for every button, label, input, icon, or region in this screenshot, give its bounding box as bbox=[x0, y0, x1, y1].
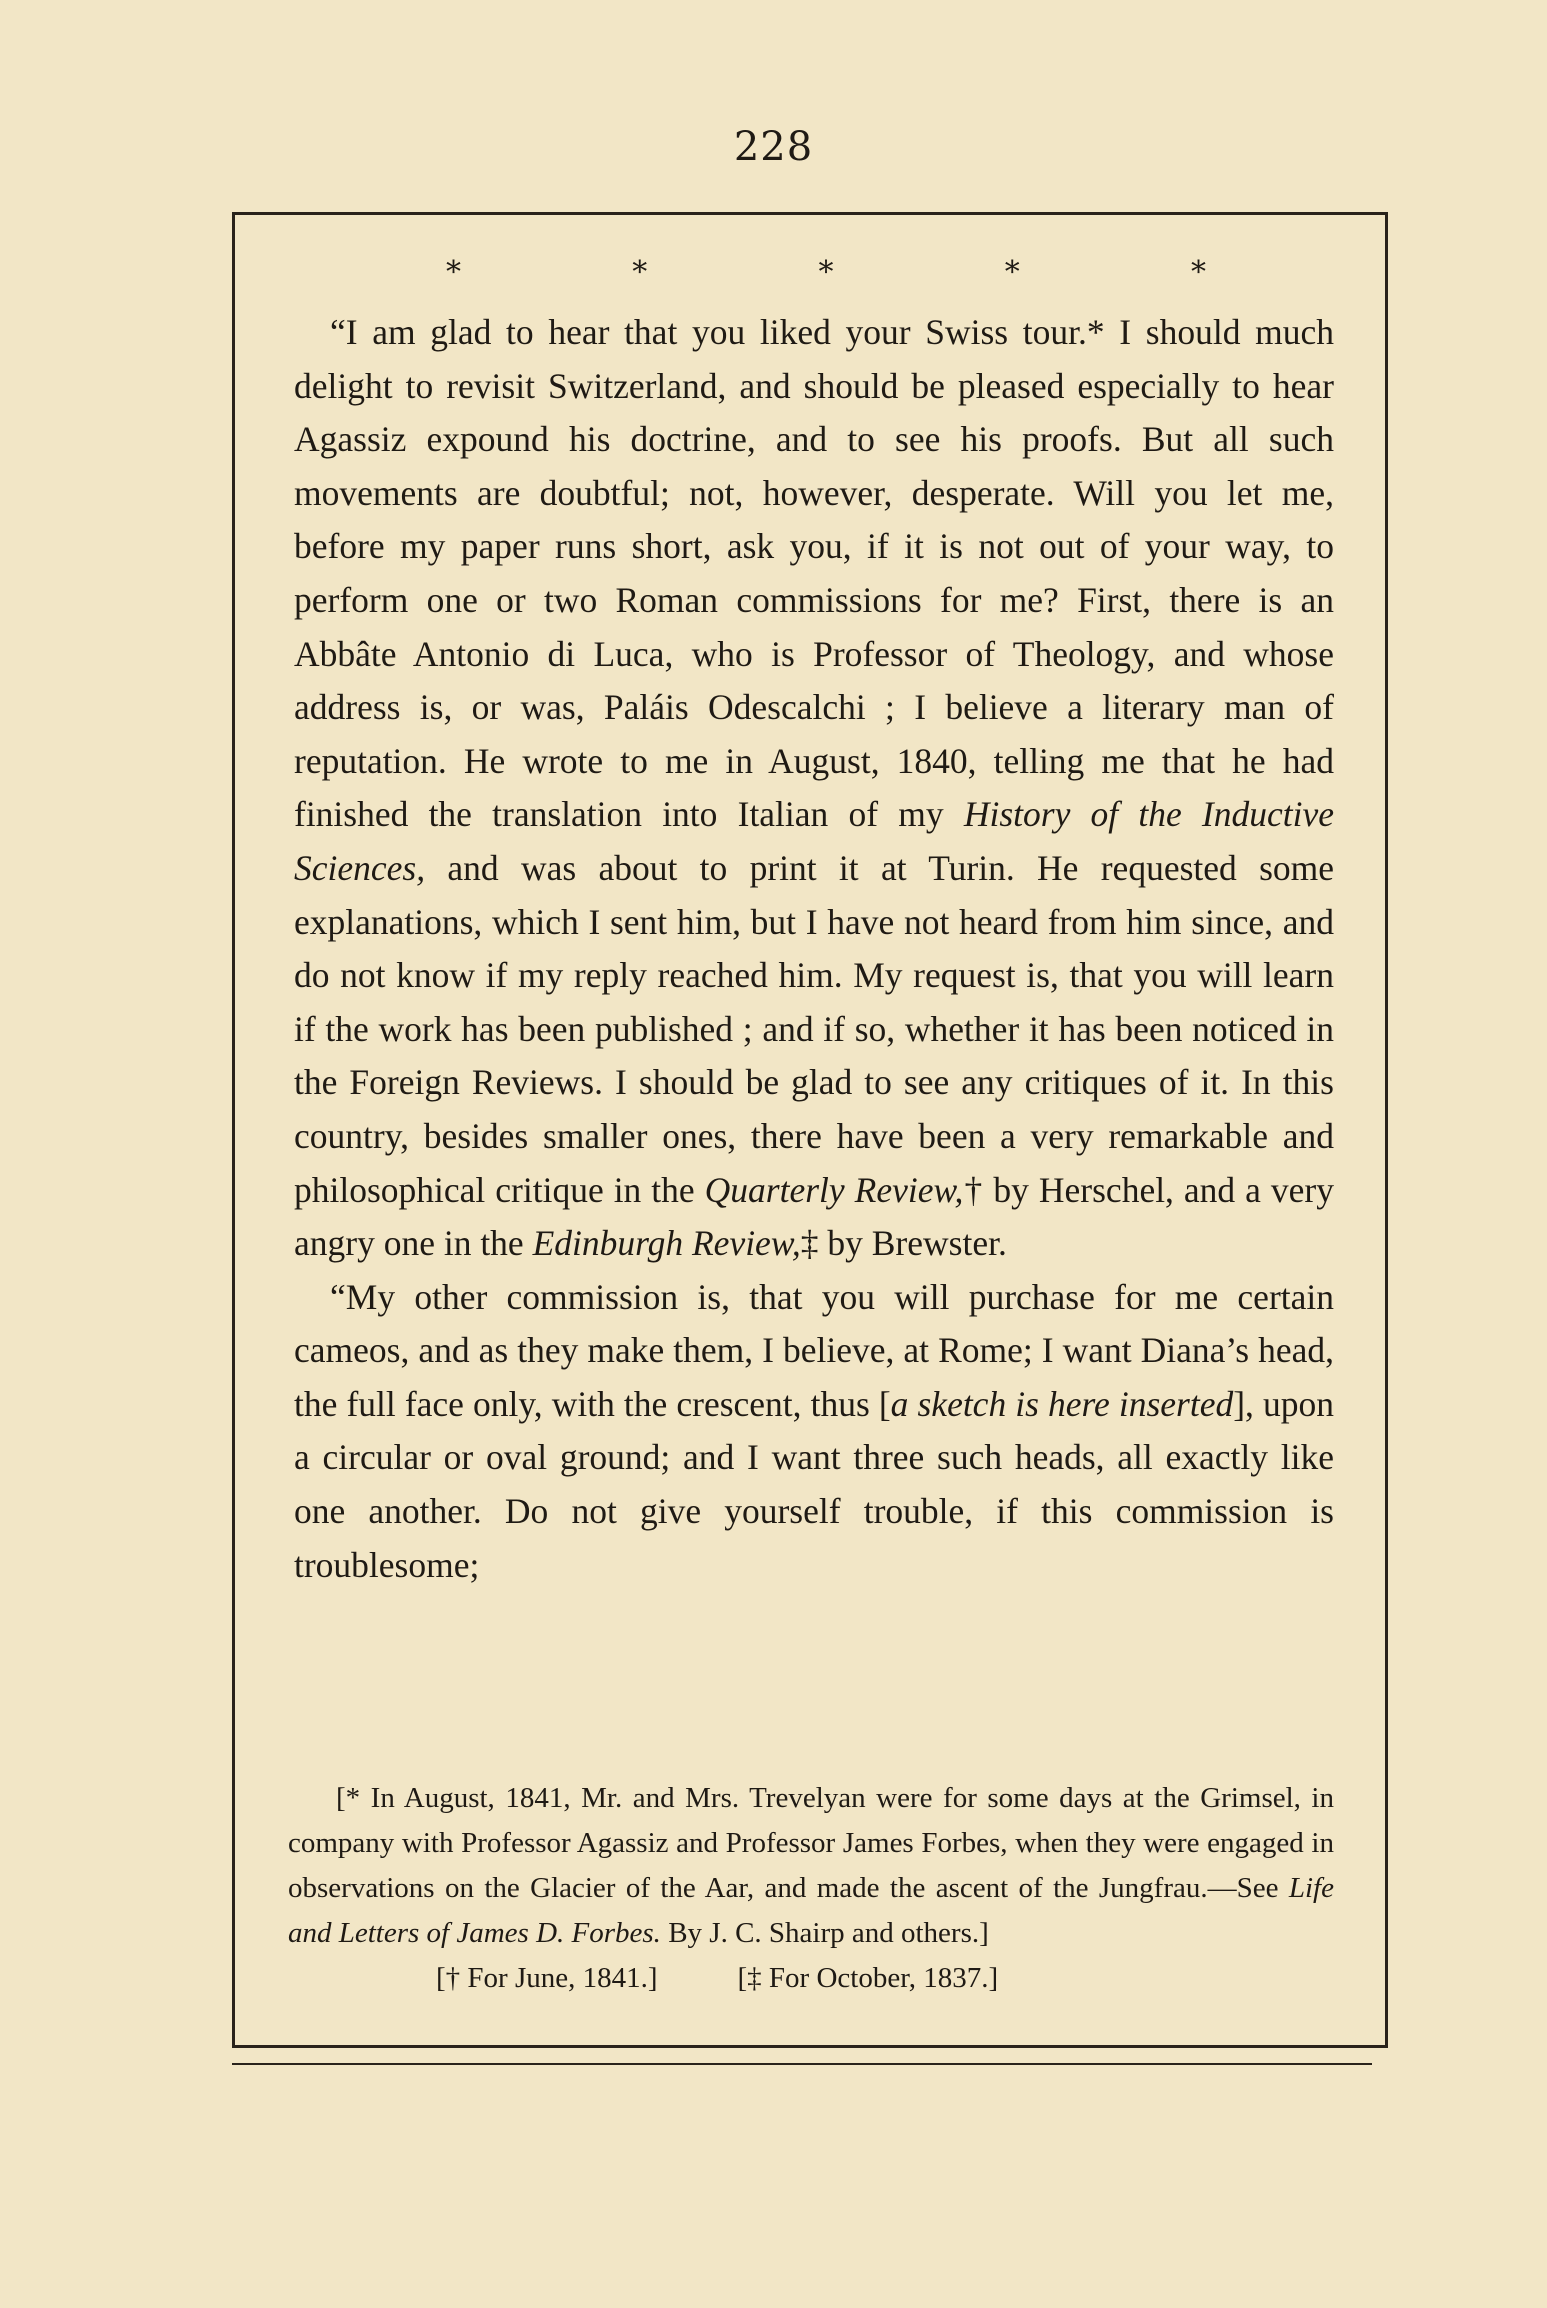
footnote-row bbox=[288, 1956, 1334, 2001]
paragraph-text: ‡ by Brewster. bbox=[800, 1223, 1007, 1264]
book-title: Life and Letters of James D. Forbes. bbox=[288, 1872, 1334, 1949]
paragraph-text: “I am glad to hear that you liked your Swiss tour.* I should much delight to revisit Switzerland, and should be pleased especially to hear Agassiz expound his doctrine, and to see his proofs. But all such movements are doubtful; not, however, desperate. Will you let me, before my paper runs short, ask you, if it is not out of your way, to perform one or two Roman commissions for me? First, there is an Abbâte Antonio di Luca, who is Professor of Theology, and whose address is, or was, Paláis Odescalchi ; I believe a literary man of reputation. He wrote to me in August, 1840, telling me that he had finished the translation into Italian of my bbox=[294, 312, 1334, 835]
footnote-text: [* In August, 1841, Mr. and Mrs. Trevelyan were for some days at the Grimsel, in company with Professor Agassiz and Professor James Forbes, when they were engaged in observations on the Glacier of the Aar, and made the ascent of the Jungfrau.—See bbox=[288, 1782, 1334, 1904]
asterisk: * bbox=[818, 255, 834, 290]
main-text-block bbox=[294, 255, 1335, 1592]
asterisk: * bbox=[1004, 255, 1020, 290]
journal-title: Edinburgh Review, bbox=[532, 1223, 801, 1264]
footnote-2: [† For June, 1841.] bbox=[436, 1962, 658, 1994]
paragraph-text: “My other commission is, that you will purchase for me certain cameos, and as they make them, I believe, at Rome; I want Diana’s head, the full face only, with the crescent, thus [ bbox=[294, 1276, 1334, 1424]
footnotes bbox=[288, 1776, 1334, 2001]
asterisk: * bbox=[446, 255, 461, 290]
footnote-3: [‡ For October, 1837.] bbox=[737, 1962, 999, 1994]
paragraph-text: and was about to print it at Turin. He requested some explanations, which I sent him, but I have not heard from him since, and do not know if my reply reached him. My request is, that you will learn if the work has been published ; and if so, whether it has been noticed in the Foreign Reviews. I should be glad to see any critiques of it. In this country, besides smaller ones, there have been a very remarkable and philosophical critique in the bbox=[294, 847, 1334, 1210]
paragraph-text: † by Herschel, and a very angry one in the bbox=[294, 1169, 1335, 1264]
footnote-text: By J. C. Shairp and others.] bbox=[660, 1917, 989, 1949]
footnote-1 bbox=[288, 1776, 1334, 1956]
journal-title: Quarterly Review, bbox=[704, 1169, 964, 1210]
asterisk: * bbox=[1191, 255, 1206, 290]
letter-paragraph-2 bbox=[294, 1271, 1334, 1593]
section-break-asterisks bbox=[446, 255, 1206, 290]
asterisk: * bbox=[632, 255, 648, 290]
paragraph-text: ], upon a circular or oval ground; and I want three such heads, all exactly like one another. Do not give yourself trouble, if this commission is troublesome; bbox=[294, 1383, 1335, 1585]
bottom-rule bbox=[232, 2063, 1372, 2065]
book-title: History of the Inductive Sciences, bbox=[294, 794, 1334, 888]
page-number: 228 bbox=[733, 124, 814, 170]
letter-paragraph-1 bbox=[294, 306, 1334, 1271]
letter-body bbox=[294, 306, 1334, 1592]
editorial-note: a sketch is here inserted bbox=[890, 1383, 1234, 1424]
